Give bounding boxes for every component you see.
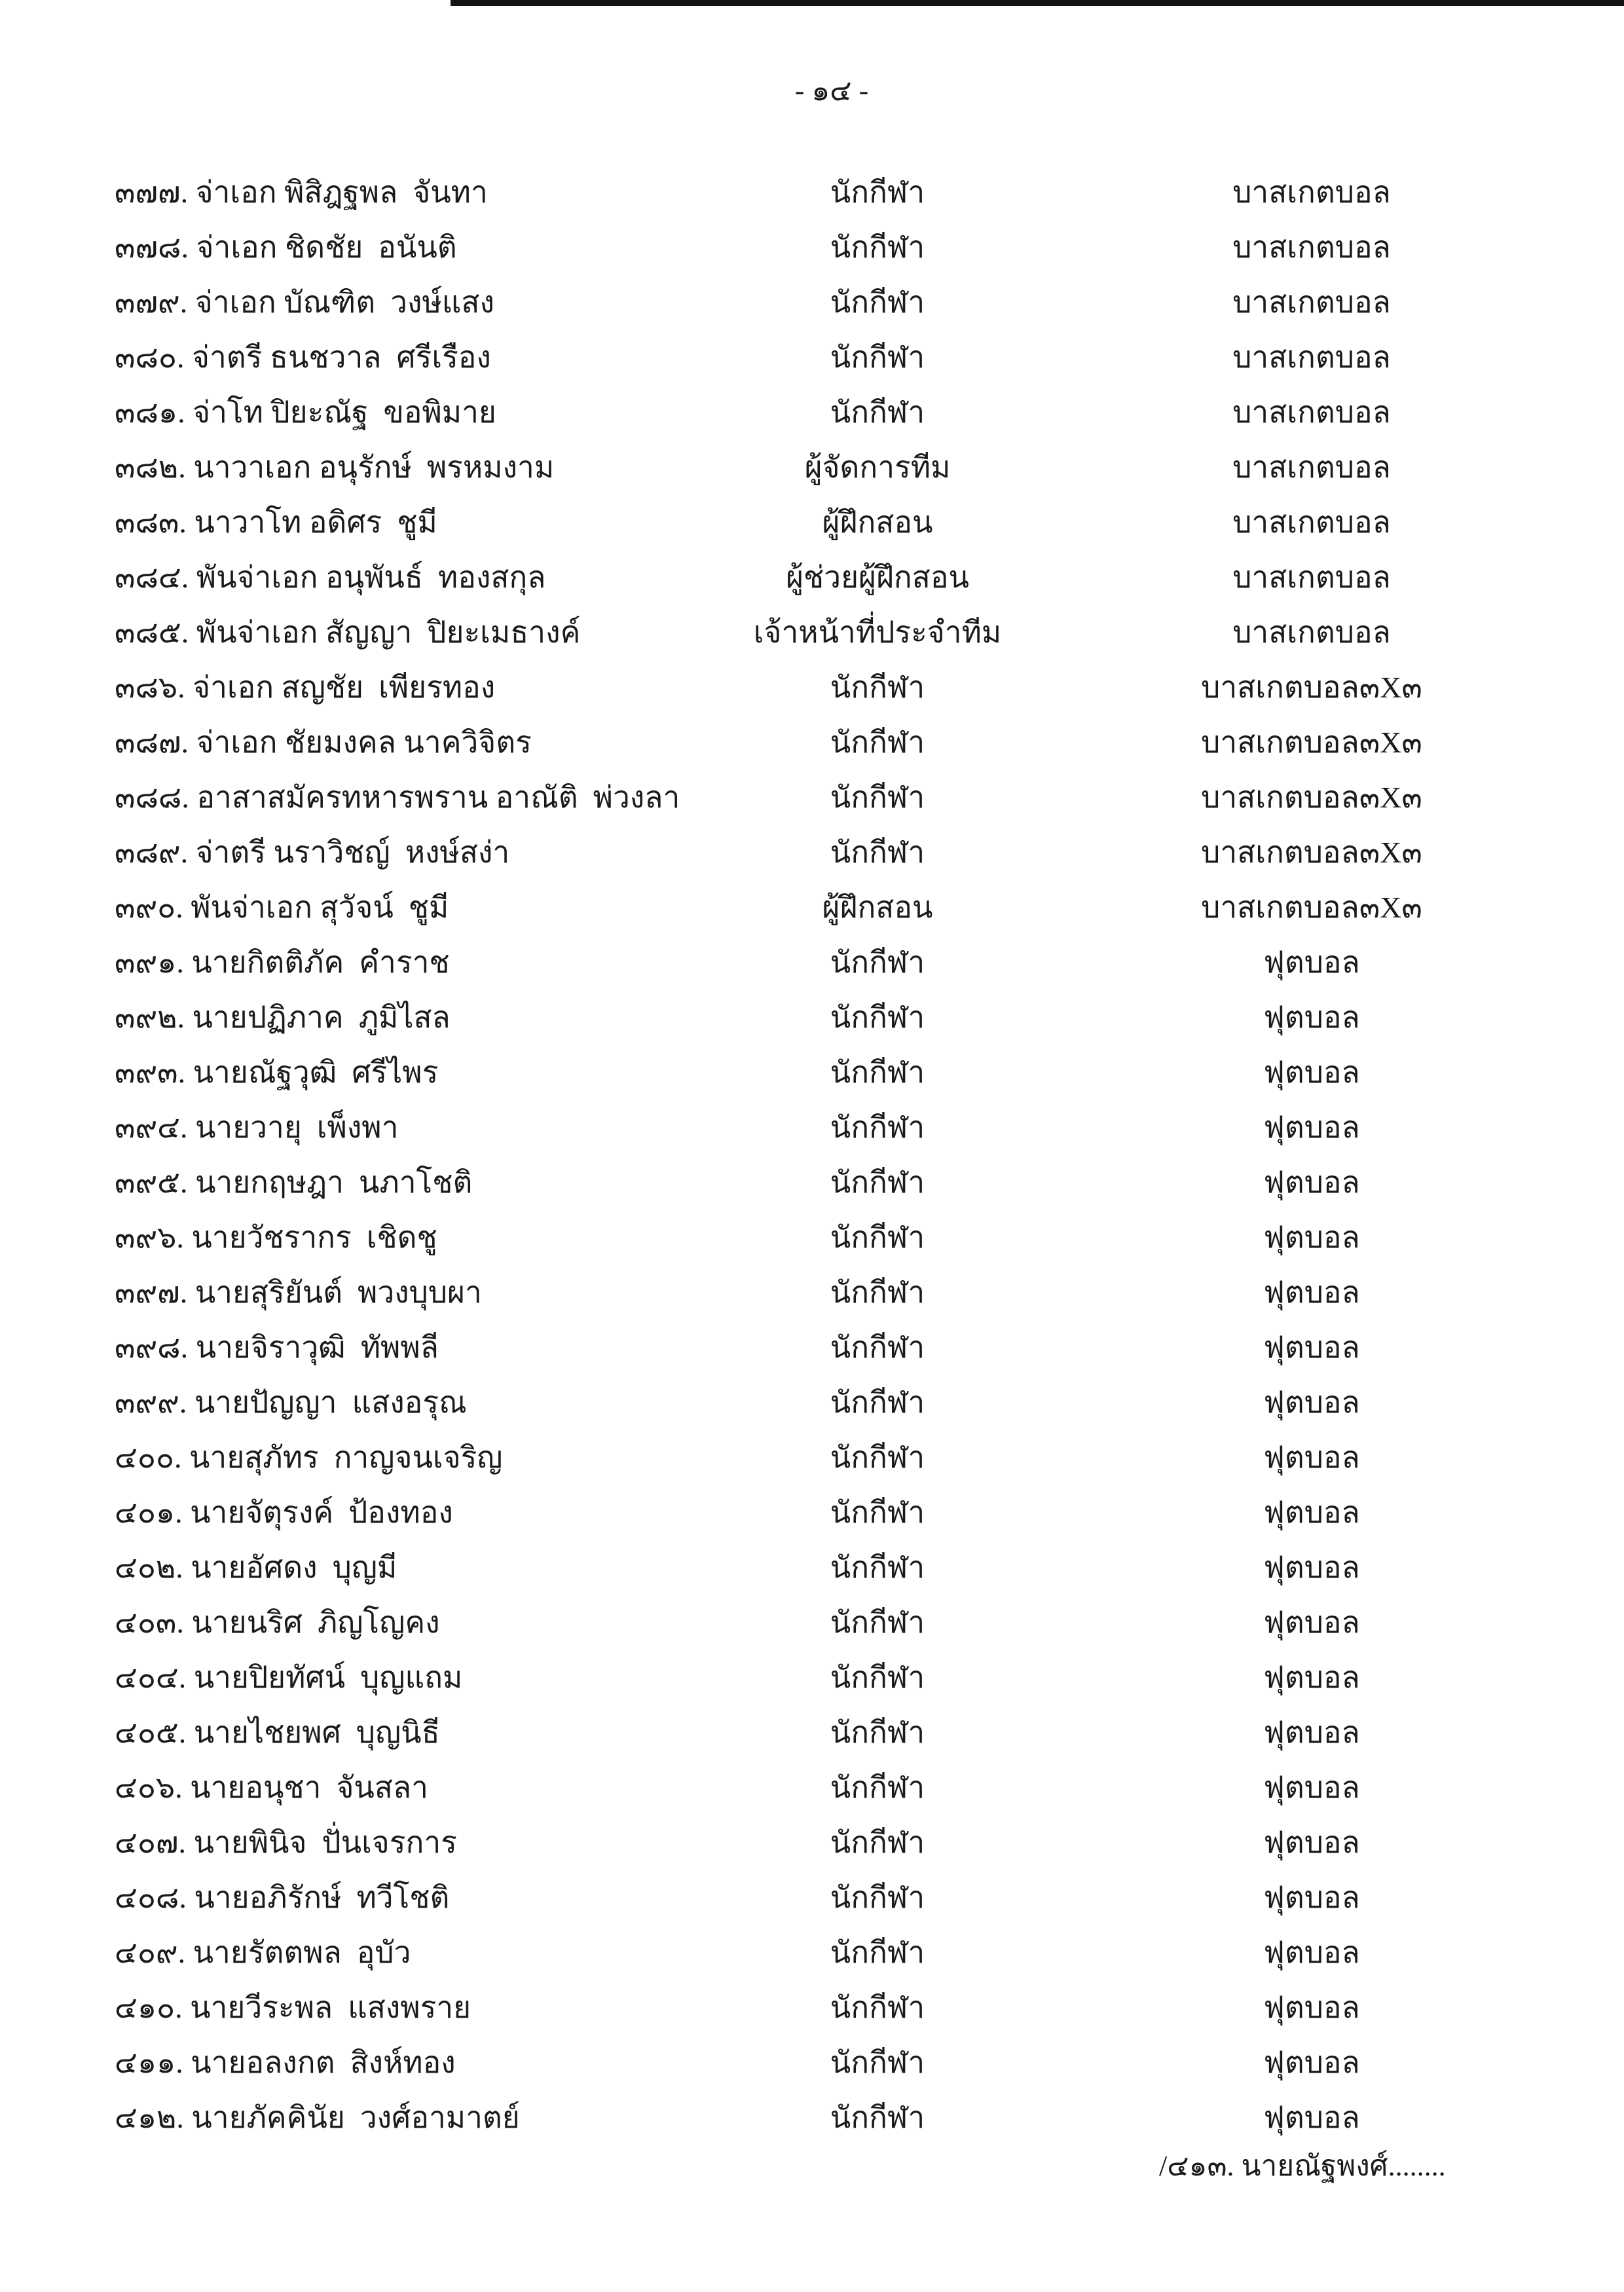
table-row (0, 227, 1624, 268)
table-row (0, 722, 1624, 764)
person-rank-and-name: นาวาเอก อนุรักษ์ พรหมงาม (193, 451, 555, 484)
role-label: นักกีฬา (830, 2046, 925, 2079)
sport-label: ฟุตบอล (1263, 1001, 1360, 1034)
row-number-and-name (115, 282, 494, 323)
role-label: นักกีฬา (830, 1221, 925, 1254)
sport-label: ฟุตบอล (1263, 1936, 1360, 1969)
sport-label: ฟุตบอล (1263, 1606, 1360, 1639)
row-number: ๓๙๐. (115, 891, 191, 924)
table-row (0, 1107, 1624, 1149)
sport-label: บาสเกตบอล๓X๓ (1201, 671, 1422, 704)
sport-label: บาสเกตบอล (1232, 451, 1391, 484)
role-label: นักกีฬา (830, 781, 925, 814)
table-row (0, 997, 1624, 1039)
sport-label: บาสเกตบอล๓X๓ (1201, 781, 1422, 814)
role-label: ผู้ฝึกสอน (822, 506, 933, 539)
table-row (0, 1602, 1624, 1644)
role-label: นักกีฬา (830, 231, 925, 264)
table-row (0, 1162, 1624, 1204)
sport-label: ฟุตบอล (1263, 1386, 1360, 1419)
sport-label: บาสเกตบอล (1232, 616, 1391, 649)
row-number-and-name (115, 1987, 471, 2029)
row-number: ๓๙๘. (115, 1331, 196, 1364)
row-number-and-name (115, 832, 509, 874)
row-number-and-name (115, 1217, 437, 1259)
sport-label: ฟุตบอล (1263, 1111, 1360, 1144)
person-rank-and-name: นายวัชรากร เชิดชู (191, 1221, 437, 1254)
sport-label: ฟุตบอล (1263, 1056, 1360, 1089)
person-rank-and-name: จ่าโท ปิยะณัฐ ขอพิมาย (193, 396, 496, 429)
sport-label: ฟุตบอล (1263, 2046, 1360, 2079)
sport-label: ฟุตบอล (1263, 1991, 1360, 2024)
row-number-and-name (115, 2042, 456, 2084)
role-label: ผู้จัดการทีม (804, 451, 951, 484)
row-number-and-name (115, 1877, 449, 1919)
row-number: ๓๙๒. (115, 1001, 193, 1034)
row-number-and-name (115, 1657, 462, 1699)
person-rank-and-name: นายปัญญา แสงอรุณ (194, 1386, 467, 1419)
table-row (0, 337, 1624, 379)
table-row (0, 887, 1624, 929)
person-rank-and-name: นายภัคคินัย วงศ์อามาตย์ (191, 2101, 520, 2134)
person-rank-and-name: จ่าตรี ธนชวาล ศรีเรือง (192, 341, 491, 374)
role-label: นักกีฬา (830, 1111, 925, 1144)
row-number-and-name (115, 942, 450, 984)
person-rank-and-name: พันจ่าเอก สุวัจน์ ชูมี (191, 891, 449, 924)
sport-label: ฟุตบอล (1263, 1826, 1360, 1859)
role-label: นักกีฬา (830, 1001, 925, 1034)
row-number: ๓๙๓. (115, 1056, 193, 1089)
role-label: นักกีฬา (830, 1496, 925, 1529)
sport-label: บาสเกตบอล (1232, 341, 1391, 374)
row-number: ๓๙๖. (115, 1221, 192, 1254)
person-rank-and-name: นายไชยพศ บุญนิธี (193, 1716, 440, 1749)
person-rank-and-name: นายรัตตพล อุบัว (193, 1936, 411, 1969)
person-rank-and-name: นายอนุชา จันสลา (190, 1771, 428, 1804)
sport-label: บาสเกตบอล (1232, 286, 1391, 319)
role-label: นักกีฬา (830, 836, 925, 869)
sport-label: ฟุตบอล (1263, 946, 1360, 979)
role-label: นักกีฬา (830, 1056, 925, 1089)
role-label: เจ้าหน้าที่ประจำทีม (753, 616, 1002, 649)
row-number-and-name (115, 1052, 438, 1094)
sport-label: บาสเกตบอล๓X๓ (1201, 836, 1422, 869)
row-number: ๔๑๒. (115, 2101, 192, 2134)
row-number: ๓๙๙. (115, 1386, 194, 1419)
table-row (0, 502, 1624, 544)
table-row (0, 447, 1624, 489)
person-rank-and-name: พันจ่าเอก อนุพันธ์ ทองสกุล (196, 561, 546, 594)
row-number-and-name (115, 1932, 411, 1974)
role-label: นักกีฬา (830, 176, 925, 209)
role-label: นักกีฬา (830, 1331, 925, 1364)
row-number-and-name (115, 1162, 472, 1204)
table-row (0, 1272, 1624, 1314)
row-number: ๔๑๑. (115, 2046, 191, 2079)
person-rank-and-name: นายปิยทัศน์ บุญแถม (193, 1661, 463, 1694)
role-label: นักกีฬา (830, 671, 925, 704)
page-number: - ๑๔ - (794, 75, 869, 107)
row-number: ๓๘๘. (115, 781, 197, 814)
table-row (0, 1217, 1624, 1259)
row-number: ๓๘๕. (115, 616, 196, 649)
row-number: ๔๐๒. (115, 1551, 191, 1584)
sport-label: ฟุตบอล (1263, 1331, 1360, 1364)
person-rank-and-name: นายพินิจ ปั่นเจรการ (193, 1826, 457, 1859)
table-row (0, 777, 1624, 819)
table-row (0, 1987, 1624, 2029)
role-label: นักกีฬา (830, 286, 925, 319)
row-number-and-name (115, 172, 488, 213)
sport-label: ฟุตบอล (1263, 2101, 1360, 2134)
row-number: ๓๘๗. (115, 726, 196, 759)
row-number: ๓๘๙. (115, 836, 196, 869)
person-rank-and-name: พันจ่าเอก สัญญา ปิยะเมธางค์ (196, 616, 581, 649)
table-row (0, 1052, 1624, 1094)
table-row (0, 1822, 1624, 1864)
row-number-and-name (115, 1437, 502, 1479)
person-rank-and-name: จ่าเอก พิสิฎฐพล จันทา (195, 176, 488, 209)
person-rank-and-name: นายปฏิภาค ภูมิไสล (192, 1001, 451, 1034)
row-number: ๓๗๘. (115, 231, 196, 264)
row-number: ๔๐๕. (115, 1716, 194, 1749)
role-label: นักกีฬา (830, 1991, 925, 2024)
row-number: ๔๑๐. (115, 1991, 191, 2024)
row-number-and-name (115, 1602, 440, 1644)
row-number-and-name (115, 1327, 439, 1369)
sport-label: บาสเกตบอล (1232, 561, 1391, 594)
person-rank-and-name: นายกฤษฎา นภาโชติ (194, 1166, 473, 1199)
table-row (0, 1657, 1624, 1699)
row-number: ๔๐๗. (115, 1826, 194, 1859)
role-label: นักกีฬา (830, 1936, 925, 1969)
sport-label: ฟุตบอล (1263, 1441, 1360, 1474)
continuation-note: /๔๑๓. นายณัฐพงศ์........ (1159, 2150, 1446, 2182)
role-label: นักกีฬา (830, 1661, 925, 1694)
table-row (0, 282, 1624, 323)
role-label: นักกีฬา (830, 341, 925, 374)
role-label: ผู้ช่วยผู้ฝึกสอน (786, 561, 969, 594)
row-number: ๓๗๙. (115, 286, 195, 319)
row-number: ๔๐๔. (115, 1661, 194, 1694)
row-number-and-name (115, 2097, 520, 2139)
row-number-and-name (115, 777, 680, 819)
table-row (0, 1877, 1624, 1919)
role-label: นักกีฬา (830, 1441, 925, 1474)
role-label: ผู้ฝึกสอน (822, 891, 933, 924)
person-rank-and-name: นายวายุ เพ็งพา (194, 1111, 399, 1144)
role-label: นักกีฬา (830, 1276, 925, 1309)
sport-label: ฟุตบอล (1263, 1551, 1360, 1584)
sport-label: บาสเกตบอล๓X๓ (1201, 726, 1422, 759)
row-number-and-name (115, 667, 495, 709)
table-row (0, 1547, 1624, 1589)
row-number: ๓๘๑. (115, 396, 193, 429)
sport-label: ฟุตบอล (1263, 1716, 1360, 1749)
person-rank-and-name: นายอลงกต สิงห์ทอง (191, 2046, 456, 2079)
row-number: ๔๐๘. (115, 1881, 194, 1914)
row-number-and-name (115, 1822, 457, 1864)
role-label: นักกีฬา (830, 1826, 925, 1859)
sport-label: บาสเกตบอล (1232, 396, 1391, 429)
table-row (0, 1712, 1624, 1754)
role-label: นักกีฬา (830, 1386, 925, 1419)
role-label: นักกีฬา (830, 2101, 925, 2134)
row-number: ๓๘๒. (115, 451, 194, 484)
person-rank-and-name: จ่าเอก ชิดชัย อนันติ (196, 231, 457, 264)
role-label: นักกีฬา (830, 1881, 925, 1914)
person-rank-and-name: นายนริศ ภิญโญคง (191, 1606, 440, 1639)
person-rank-and-name: นายอัศดง บุญมี (191, 1551, 397, 1584)
table-row (0, 1437, 1624, 1479)
sport-label: บาสเกตบอล (1232, 231, 1391, 264)
sport-label: ฟุตบอล (1263, 1276, 1360, 1309)
role-label: นักกีฬา (830, 726, 925, 759)
row-number-and-name (115, 887, 449, 929)
person-rank-and-name: นายสุภัทร กาญจนเจริญ (189, 1441, 503, 1474)
sport-label: ฟุตบอล (1263, 1221, 1360, 1254)
row-number-and-name (115, 1382, 467, 1424)
table-row (0, 1382, 1624, 1424)
table-row (0, 1327, 1624, 1369)
role-label: นักกีฬา (830, 1551, 925, 1584)
row-number-and-name (115, 392, 496, 434)
person-rank-and-name: จ่าเอก ชัยมงคล นาควิจิตร (196, 726, 532, 759)
row-number: ๓๙๗. (115, 1276, 195, 1309)
row-number: ๔๐๐. (115, 1441, 189, 1474)
row-number-and-name (115, 557, 545, 599)
row-number-and-name (115, 1107, 398, 1149)
person-rank-and-name: จ่าเอก บัณฑิต วงษ์แสง (194, 286, 494, 319)
row-number-and-name (115, 502, 437, 544)
sport-label: ฟุตบอล (1263, 1771, 1360, 1804)
row-number: ๓๗๗. (115, 176, 196, 209)
person-rank-and-name: นายวีระพล แสงพราย (190, 1991, 471, 2024)
person-rank-and-name: อาสาสมัครทหารพราน อาณัติ พ่วงลา (196, 781, 680, 814)
row-number: ๓๙๔. (115, 1111, 195, 1144)
role-label: นักกีฬา (830, 1606, 925, 1639)
row-number-and-name (115, 1272, 482, 1314)
table-row (0, 832, 1624, 874)
row-number: ๔๐๑. (115, 1496, 191, 1529)
table-row (0, 1932, 1624, 1974)
person-rank-and-name: นายณัฐวุฒิ ศรีไพร (193, 1056, 439, 1089)
role-label: นักกีฬา (830, 396, 925, 429)
row-number: ๓๘๐. (115, 341, 193, 374)
row-number-and-name (115, 1767, 428, 1809)
table-row (0, 1492, 1624, 1534)
person-rank-and-name: นายจัตุรงค์ ป้องทอง (190, 1496, 453, 1529)
row-number: ๓๙๑. (115, 946, 192, 979)
person-rank-and-name: นายจิราวุฒิ ทัพพลี (195, 1331, 439, 1364)
role-label: นักกีฬา (830, 1166, 925, 1199)
row-number-and-name (115, 1712, 440, 1754)
row-number-and-name (115, 447, 554, 489)
table-row (0, 392, 1624, 434)
row-number: ๔๐๓. (115, 1606, 192, 1639)
person-rank-and-name: จ่าตรี นราวิชญ์ หงษ์สง่า (195, 836, 510, 869)
row-number: ๓๙๕. (115, 1166, 195, 1199)
row-number: ๓๘๓. (115, 506, 194, 539)
role-label: นักกีฬา (830, 946, 925, 979)
sport-label: บาสเกตบอล๓X๓ (1201, 891, 1422, 924)
row-number-and-name (115, 1547, 397, 1589)
row-number-and-name (115, 227, 457, 268)
row-number: ๓๘๔. (115, 561, 196, 594)
table-row (0, 1767, 1624, 1809)
row-number-and-name (115, 997, 451, 1039)
person-rank-and-name: นายกิตติภัค คำราช (191, 946, 450, 979)
row-number: ๔๐๖. (115, 1771, 191, 1804)
row-number: ๓๘๖. (115, 671, 193, 704)
row-number-and-name (115, 722, 532, 764)
person-rank-and-name: นายอภิรักษ์ ทวีโชติ (194, 1881, 450, 1914)
table-row (0, 2042, 1624, 2084)
row-number-and-name (115, 1492, 453, 1534)
table-row (0, 942, 1624, 984)
table-row (0, 172, 1624, 213)
table-row (0, 667, 1624, 709)
table-row (0, 557, 1624, 599)
sport-label: ฟุตบอล (1263, 1661, 1360, 1694)
row-number: ๔๐๙. (115, 1936, 193, 1969)
sport-label: บาสเกตบอล (1232, 506, 1391, 539)
sport-label: ฟุตบอล (1263, 1496, 1360, 1529)
row-number-and-name (115, 337, 491, 379)
sport-label: ฟุตบอล (1263, 1166, 1360, 1199)
person-rank-and-name: นาวาโท อดิศร ชูมี (194, 506, 437, 539)
table-row (0, 2097, 1624, 2139)
sport-label: ฟุตบอล (1263, 1881, 1360, 1914)
sport-label: บาสเกตบอล (1232, 176, 1391, 209)
role-label: นักกีฬา (830, 1716, 925, 1749)
row-number-and-name (115, 612, 580, 654)
person-rank-and-name: นายสุริยันต์ พวงบุบผา (194, 1276, 482, 1309)
table-row (0, 612, 1624, 654)
person-rank-and-name: จ่าเอก สญชัย เพียรทอง (193, 671, 496, 704)
role-label: นักกีฬา (830, 1771, 925, 1804)
